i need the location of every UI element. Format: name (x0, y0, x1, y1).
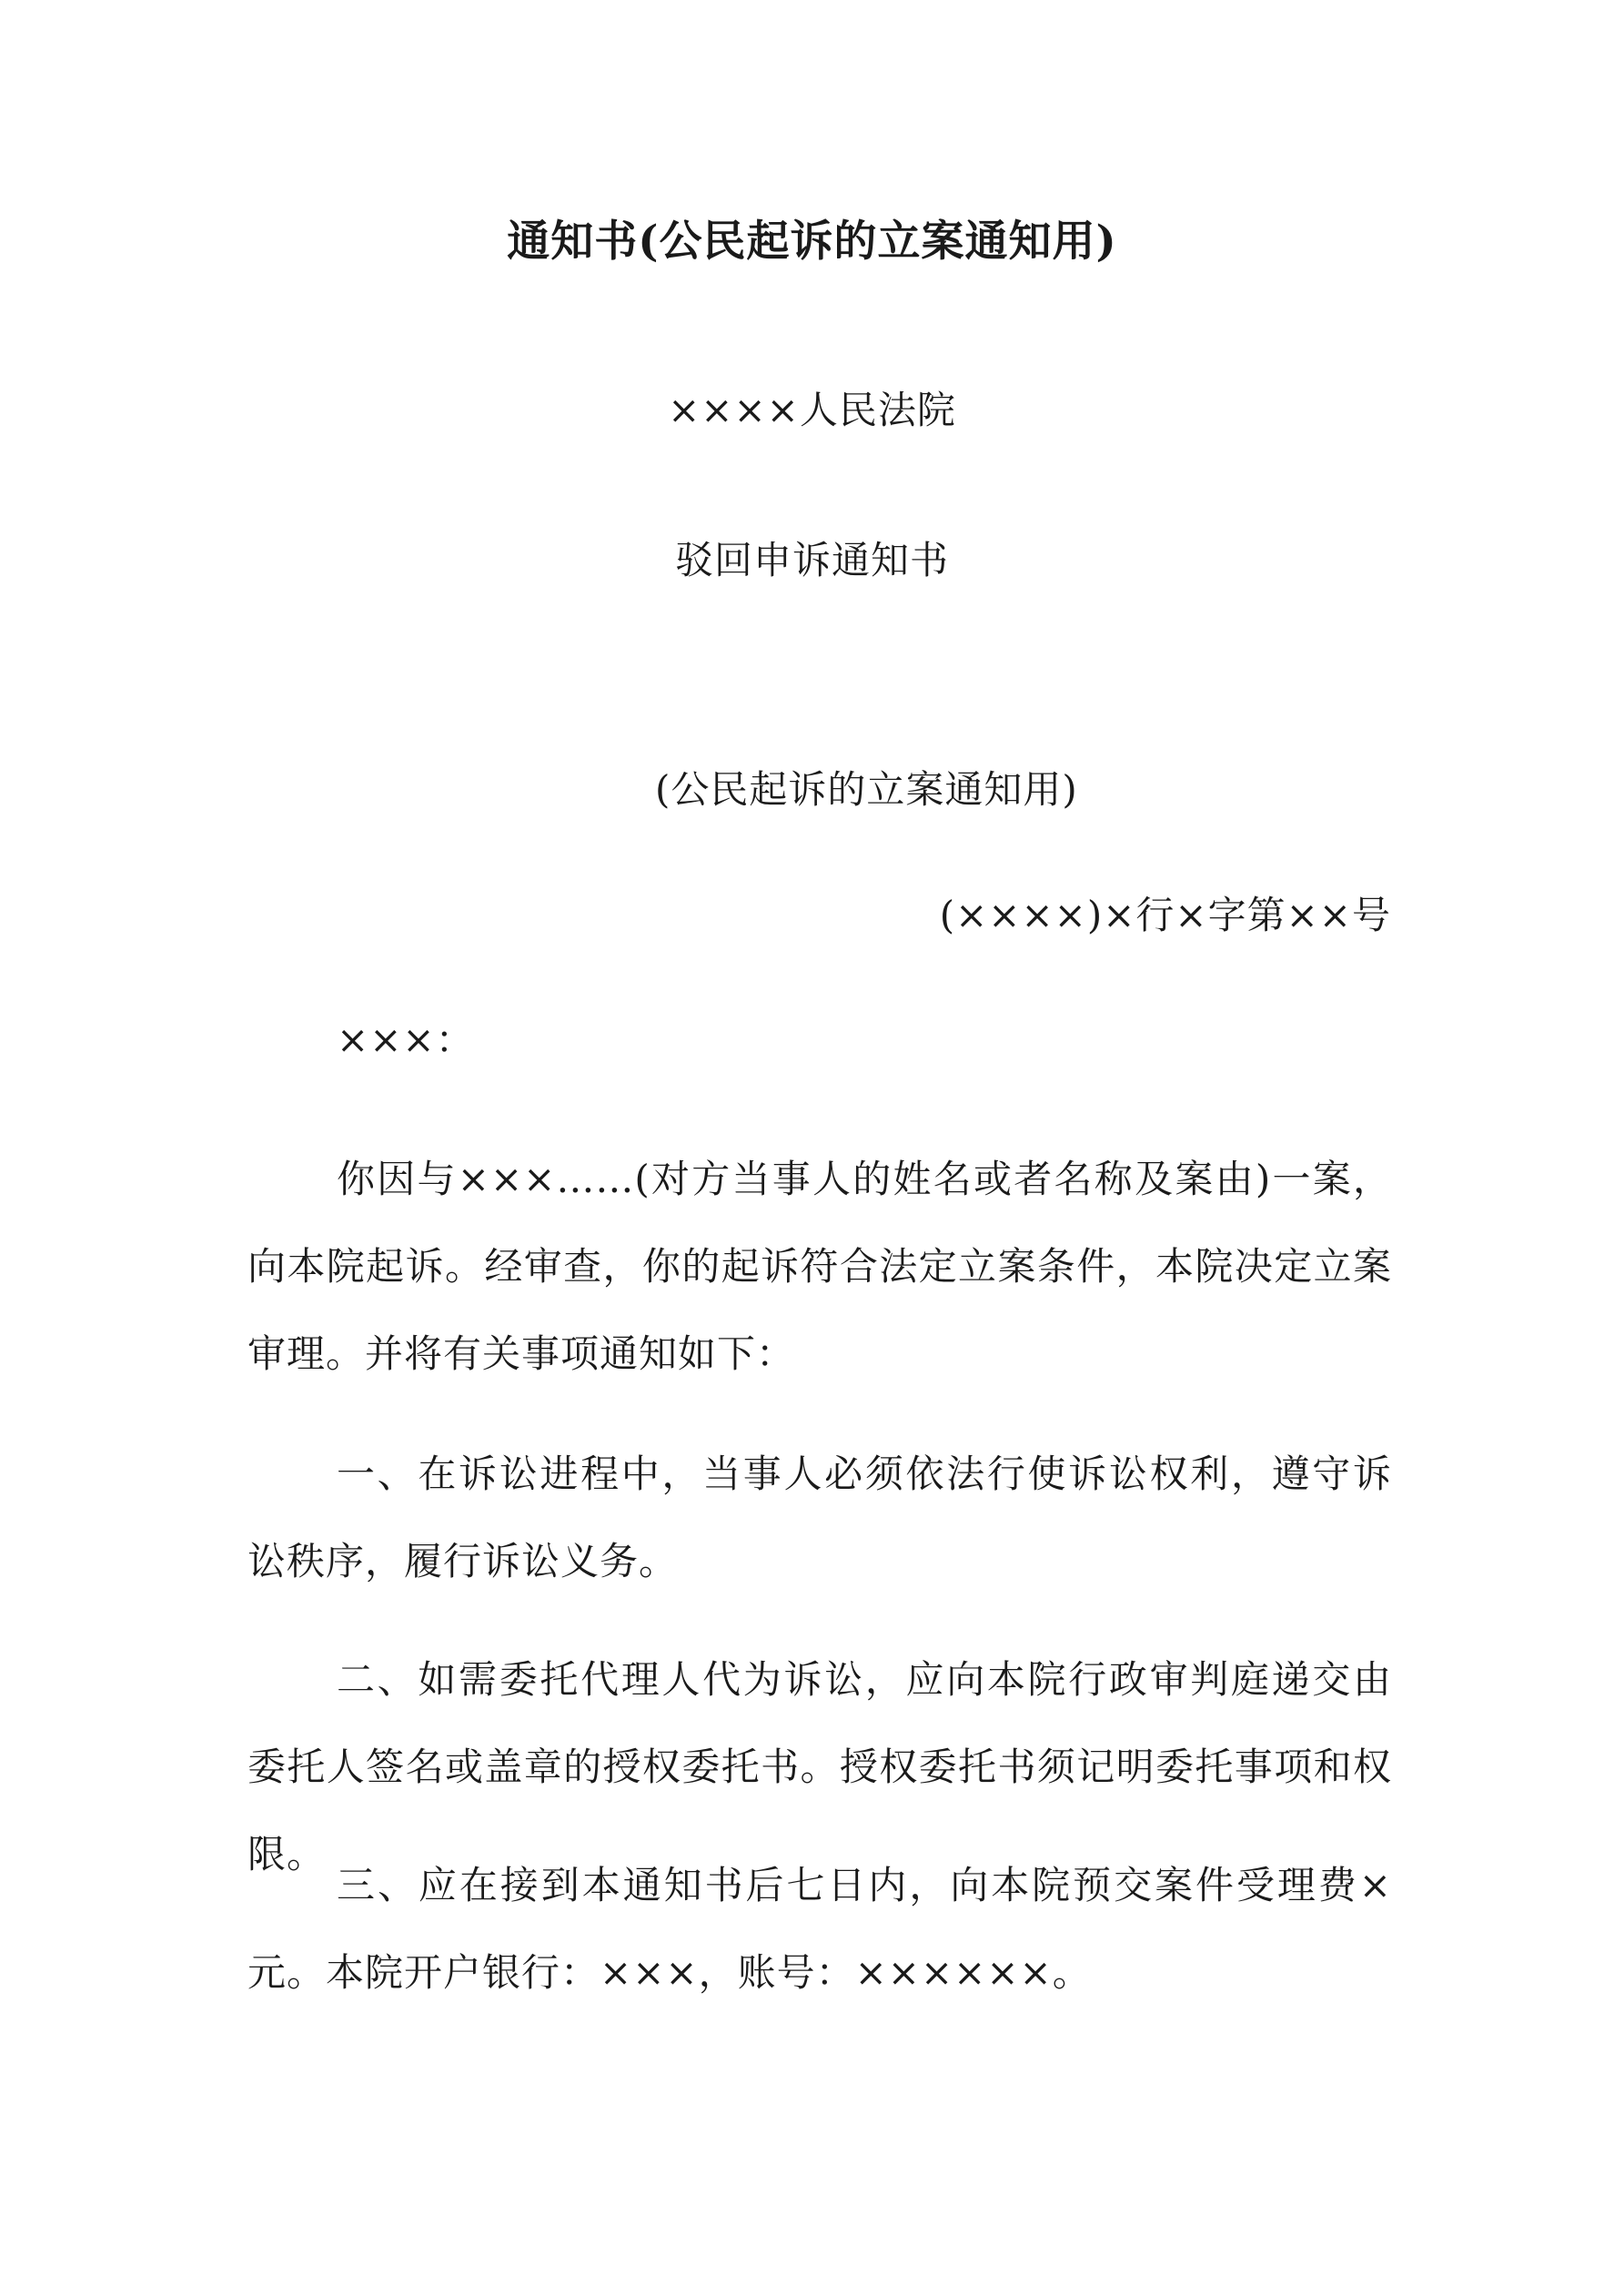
court-name: ××××人民法院 (668, 388, 956, 432)
document-title: 通知书(公民起诉的立案通知用) (507, 217, 1117, 267)
document-subtitle: (公民起诉的立案通知用) (655, 767, 1078, 812)
paragraph-item-1: 一、在诉讼进程中，当事人必须依法行使诉讼权利，遵守诉讼秩序，履行诉讼义务。 (247, 1451, 1392, 1583)
paragraph-intro: 你因与×××……(对方当事人的姓名或者名称及案由)一案，向本院起诉。经审查，你的起诉符合法定立案条件，本院决定立案审理。并将有关事项通知如下： (247, 1157, 1392, 1376)
paragraph-item-3: 三、应在接到本通知书后七日内，向本院预交案件受理费×元。本院开户银行：×××，账号：××××××。 (247, 1863, 1392, 1995)
addressee: ×××： (337, 1017, 475, 1062)
paragraph-item-2: 二、如需委托代理人代为诉讼，应向本院行政审判庭递交由委托人签名或盖章的授权委托书。授权委托书须记明委托事项和权限。 (247, 1657, 1392, 1876)
document-type: 驳回申诉通知书 (674, 538, 949, 582)
case-number: (××××)×行×字第××号 (939, 893, 1391, 937)
